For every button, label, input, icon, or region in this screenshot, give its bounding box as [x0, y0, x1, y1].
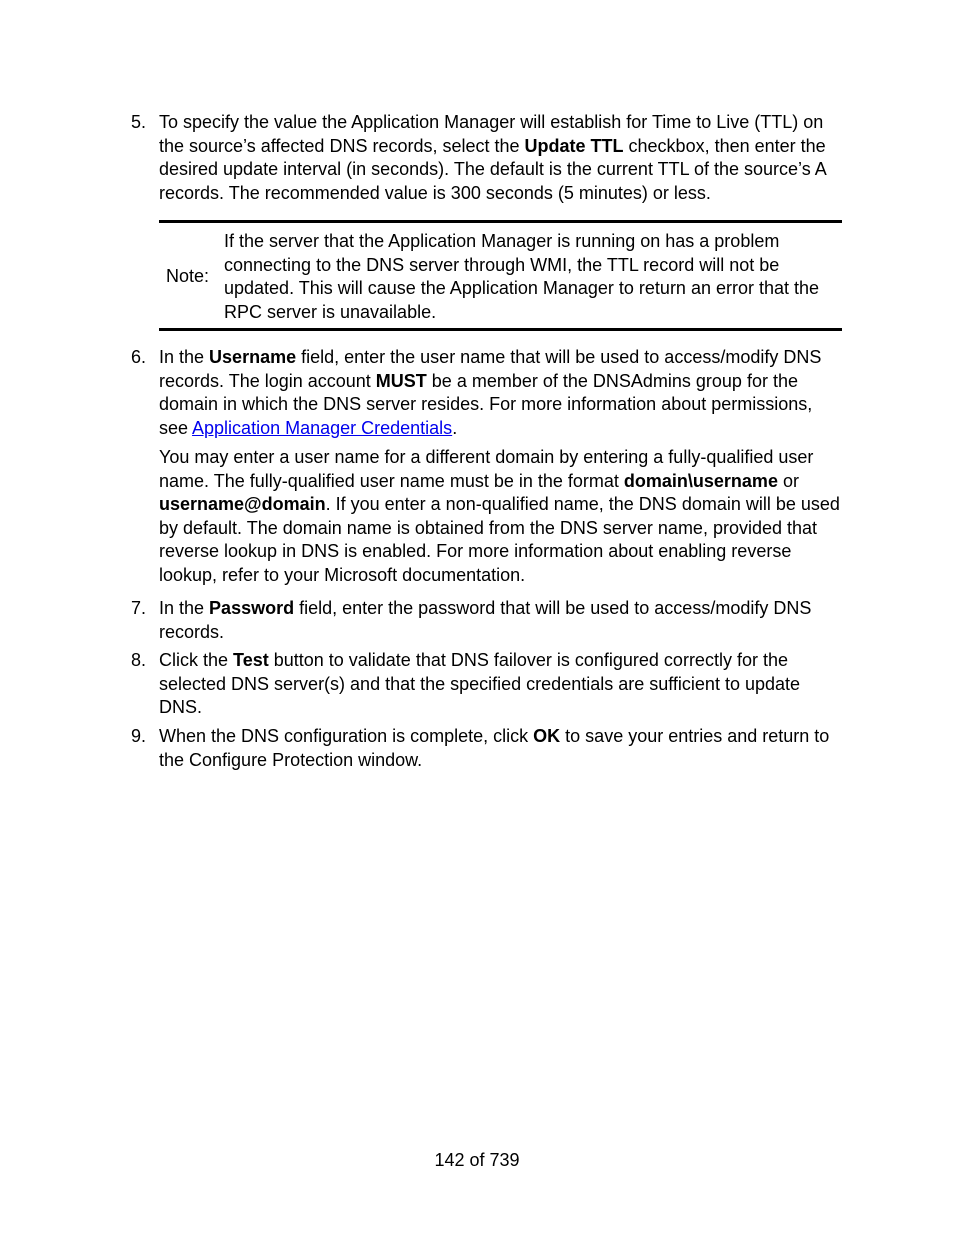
step-number: 8. [131, 650, 147, 670]
step-body [159, 725, 844, 772]
step-paragraph [159, 111, 844, 205]
text-run: In the [159, 347, 210, 367]
step-paragraph [159, 446, 844, 587]
text-run: checkbox, then enter the desired update interval (in seconds). The default is the current TTL of the source’s A records. The recommended value is 300 seconds (5 minutes) or less. [159, 135, 826, 203]
bold-term: domain\username [623, 470, 778, 491]
bold-term: username@domain [159, 494, 326, 514]
text-run: field, enter the user name that will be used to access/modify DNS records. The login account [159, 347, 822, 391]
step-body [159, 346, 844, 587]
step-body [159, 111, 844, 205]
note-text: If the server that the Application Manager is running on has a problem connecting to the DNS server through WMI, the TTL record will not be updated. This will cause the Application Manager to return an error that the RPC server is unavailable. [224, 231, 820, 322]
text-run: be a member of the DNSAdmins group for the domain in which the DNS server resides. For more information about permissions, see [159, 370, 813, 438]
text-run: to save your entries and return to the Configure Protection window. [159, 726, 830, 770]
step-7 [131, 597, 844, 644]
text-run: In the [159, 598, 210, 618]
step-number: 7. [131, 598, 147, 618]
bold-term: MUST [375, 370, 427, 391]
step-body [159, 649, 844, 720]
step-number: 5. [131, 112, 147, 132]
step-number: 6. [131, 347, 147, 367]
step-8 [131, 649, 844, 720]
step-body [159, 597, 844, 644]
step-paragraph [159, 346, 844, 440]
step-paragraph [159, 725, 844, 772]
bold-term: Update TTL [524, 135, 624, 156]
step-9 [131, 725, 844, 772]
step-paragraph [159, 649, 844, 720]
bold-term: OK [533, 726, 561, 746]
bold-term: Username [209, 347, 297, 367]
page-footer: 142 of 739 [434, 1150, 520, 1170]
text-run: . If you enter a non-qualified name, the DNS domain will be used by default. The domain name is obtained from the DNS server name, provided that reverse lookup in DNS is enabled. For more information about enabling reverse lookup, refer to your Microsoft documentation. [159, 494, 840, 585]
step-paragraph [159, 597, 844, 644]
bold-term: Test [233, 650, 269, 670]
step-6 [131, 346, 844, 587]
text-run: To specify the value the Application Manager will establish for Time to Live (TTL) on the source’s affected DNS records, select the [159, 112, 824, 156]
text-run: or [777, 470, 799, 491]
text-run: When the DNS configuration is complete, click [159, 726, 534, 746]
note-label: Note: [166, 266, 210, 286]
text-run: You may enter a user name for a different domain by entering a fully-qualified user name. The fully-qualified user name must be in the format [159, 447, 814, 491]
note-box [159, 220, 842, 331]
step-number: 9. [131, 726, 147, 746]
text-run: field, enter the password that will be used to access/modify DNS records. [159, 598, 812, 642]
text-run: Click the [159, 650, 234, 670]
credentials-link[interactable]: Application Manager Credentials [192, 417, 453, 438]
bold-term: Password [209, 598, 295, 618]
step-5 [131, 111, 844, 205]
text-run: . [452, 417, 458, 438]
text-run: button to validate that DNS failover is configured correctly for the selected DNS server(s) and that the specified credentials are sufficient to update DNS. [159, 650, 801, 717]
